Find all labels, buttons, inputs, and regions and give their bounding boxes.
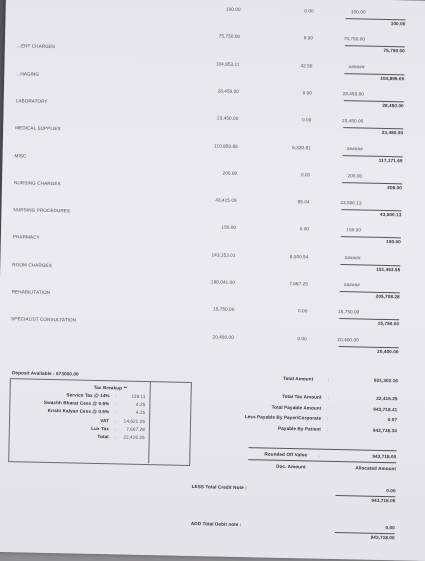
charge-total: 117,171.69 bbox=[378, 157, 403, 163]
charge-discount: 0.00 bbox=[297, 308, 308, 314]
debit-net-value: 943,718.00 bbox=[370, 534, 395, 541]
charge-amount: 150.00 bbox=[221, 224, 237, 231]
charge-net: 205.00 bbox=[347, 172, 363, 179]
charge-amount: 198,041.00 bbox=[210, 279, 236, 285]
charge-label: ...HAGING bbox=[16, 70, 40, 77]
charge-label: REHABILITATION bbox=[11, 289, 51, 295]
charge-label: PHARMACY bbox=[12, 234, 40, 241]
charge-net: 15,750.00 bbox=[337, 309, 360, 315]
charge-label: SPECIALIST CONSULTATION bbox=[11, 316, 77, 323]
tax-breakup-title: Tax Breakup ** bbox=[93, 384, 128, 391]
charge-label: MISC bbox=[14, 152, 27, 158]
tax-row-value: 4.25 bbox=[135, 410, 146, 416]
rounded-off-label: Rounded Off Value bbox=[264, 451, 308, 458]
allocated-amount-label: Allocated Amount bbox=[355, 465, 397, 472]
deposit-available: Deposit Available : 673000.00 bbox=[11, 370, 79, 377]
summary-value: 943,718.34 bbox=[372, 427, 397, 433]
charge-total: 43,500.13 bbox=[380, 211, 402, 218]
charge-net: 150.00 bbox=[346, 227, 362, 233]
charge-label: NURSING PROCEDURES bbox=[13, 207, 71, 214]
charge-net: ###### bbox=[344, 254, 361, 261]
summary-label: Payable By Patient bbox=[277, 425, 321, 432]
rounded-off-value: 943,718.00 bbox=[372, 453, 397, 460]
charge-discount: 7,667.28 bbox=[289, 280, 309, 287]
tax-row-value: 14,621.25 bbox=[123, 418, 146, 424]
charge-discount: 0.00 bbox=[304, 8, 314, 14]
tax-breakup-rows: Service Tax @ 14% : 119.11 Swachh Bharat Cess @ 0.5% : 4.25 Krishi Kalyan Cess @ 0.5% : 4.25 VAT : 14,621.25 Lux Tax : 7,667.28 Total : 22,416.25 bbox=[6, 0, 425, 1]
charge-total: 104,895.69 bbox=[380, 75, 405, 81]
debit-note-label: ADD Total Debit note : bbox=[190, 520, 242, 528]
credit-net-value: 943,718.00 bbox=[371, 497, 396, 504]
tax-row-label: Swachh Bharat Cess @ 0.5% bbox=[43, 400, 110, 407]
charge-total: 20,400.00 bbox=[377, 348, 399, 354]
charge-amount: 23,450.00 bbox=[217, 115, 239, 122]
charge-total: 150.00 bbox=[386, 239, 401, 245]
debit-note-value: 0.00 bbox=[385, 525, 395, 531]
doc-amount-label: Doc. Amount bbox=[276, 463, 306, 470]
charge-amount: 15,750.00 bbox=[213, 306, 235, 313]
charge-net: ###### bbox=[348, 63, 365, 70]
charge-amount: 205.00 bbox=[222, 170, 238, 176]
summary-label: Less Payable By Payer/Corporate bbox=[244, 414, 322, 421]
charge-label: NURSING CHARGES bbox=[13, 180, 61, 186]
charge-net: 100.00 bbox=[350, 9, 366, 15]
summary-value: 22,416.25 bbox=[376, 395, 398, 402]
charge-discount: 0.00 bbox=[302, 90, 313, 96]
charge-amount: 143,153.01 bbox=[211, 252, 236, 258]
total-amount-label: Total Amount bbox=[282, 375, 314, 382]
charge-net: 23,450.00 bbox=[341, 118, 364, 124]
charge-amount: 104,853.11 bbox=[215, 61, 240, 67]
charge-label: ...ENT CHARGES bbox=[16, 43, 56, 50]
summary-value: 0.07 bbox=[387, 417, 398, 423]
charge-discount: 0.00 bbox=[303, 35, 314, 41]
tax-row-label: Service Tax @ 14% bbox=[66, 392, 110, 399]
charge-net: ###### bbox=[343, 282, 360, 288]
charge-total: 205.00 bbox=[387, 184, 403, 191]
tax-row-value: 7,667.28 bbox=[126, 426, 145, 432]
charge-label: MEDICAL SUPPLIES bbox=[15, 125, 61, 132]
credit-note-label: LESS Total Credit Note : bbox=[191, 483, 247, 491]
tax-row-value: 119.11 bbox=[131, 393, 146, 400]
charge-net: 75,750.00 bbox=[343, 36, 366, 42]
charge-label: ROOM CHARGES bbox=[12, 261, 52, 268]
summary-label: Total Payable Amount bbox=[271, 404, 322, 411]
charge-net: ###### bbox=[346, 145, 363, 152]
charge-total: 28,450.00 bbox=[382, 102, 404, 109]
charge-amount: 110,850.88 bbox=[214, 142, 238, 149]
charge-discount: 0.00 bbox=[299, 226, 310, 232]
charge-total: 15,750.00 bbox=[377, 321, 400, 327]
charge-net: 43,500.13 bbox=[340, 200, 362, 206]
charge-discount: 42.58 bbox=[300, 62, 313, 69]
credit-note-value: 0.00 bbox=[386, 488, 396, 494]
summary-value: 943,718.41 bbox=[373, 406, 398, 412]
charge-amount: 43,415.09 bbox=[215, 197, 237, 203]
charge-total: 100.00 bbox=[390, 21, 406, 27]
tax-row-value: 22,416.25 bbox=[123, 434, 145, 441]
charge-discount: 6,320.81 bbox=[292, 144, 311, 150]
charge-total: 205,708.28 bbox=[375, 293, 400, 300]
tax-row-label: Total bbox=[97, 434, 109, 440]
tax-row-label: Krishi Kalyan Cess @ 0.5% bbox=[47, 408, 110, 415]
charge-discount: 85.04 bbox=[297, 199, 310, 205]
payable-summary: Total Tax Amount : 22,416.25 Total Payable Amount : 943,718.41 Less Payable By Payer/Corporate : 0.07 Payable By Patient : 943,718.34 bbox=[6, 0, 425, 1]
invoice-page: 100.00 0.00 100.00 100.00 ...ENT CHARGES 75,750.00 0.00 75,750.00 75,750.00 ...HAGING 104,853.11 42.58 ###### 104,895.69 LABORATORY 28,450.00 0.00 28,450.00 28,450.00 MEDICAL SUPPLIES 23,450.00 0.00 23,450.00 23,450.00 MISC 110,850.88 6,320.81 ###### 117,171.69 NURSING CHARGES 205.00 0.00 205.00 205.00 NURSING PROCEDURES 43,415.09 85.04 43,500.13 43,500.13 PHARMACY 150.00 0.00 150.00 150.00 ROOM CHARGES 143,153.01 8,300.54 ###### 151,453.55 REHABILITATION 198,041.00 7,667.28 ###### 205,708.28 SPECIALIST CONSULTATION 15,750.00 0.00 15,750.00 15,750.00 20,400.00 0.00 20,400.00 20,400.00 Deposit Available : 673000.00 Total Amount : 921,302.16 Tax Breakup ** Service Tax @ 14% : 119.11 Swachh Bharat Cess @ 0.5% : 4.25 Krishi Kalyan Cess @ 0.5% : 4.25 VAT : 14,621.25 Lux Tax : 7,667.28 Total : 22,416.25 Total Tax Amount : 22,416.25 Total Payable Amount : 943,718.41 Less Payable By Payer/Corporate : 0.07 Payable By Patient : 943,718.34 Rounded Off Value : 943,718.00 Doc. Amount Allocated Amount LESS Total Credit Note : 0.00 943,718.00 ADD Total Debit note : 0.00 943,718.00 bbox=[0, 0, 425, 561]
charge-amount: 75,750.00 bbox=[218, 33, 241, 40]
tax-row-label: VAT bbox=[100, 417, 110, 423]
total-amount-value: 921,302.16 bbox=[373, 377, 398, 384]
charge-net: 28,450.00 bbox=[342, 90, 364, 97]
charge-discount: 0.00 bbox=[301, 117, 312, 123]
charge-discount: 8,300.54 bbox=[289, 253, 309, 260]
charge-label: LABORATORY bbox=[15, 98, 48, 104]
tax-row-value: 4.25 bbox=[135, 402, 146, 408]
charge-amount: 100.00 bbox=[225, 6, 241, 12]
rounded-rule-2 bbox=[248, 459, 396, 463]
summary-label: Total Tax Amount bbox=[281, 393, 322, 400]
charge-discount: 0.00 bbox=[297, 335, 307, 341]
charge-total: 151,453.55 bbox=[376, 266, 401, 273]
charge-discount: 0.00 bbox=[300, 172, 311, 178]
charge-total: 23,450.00 bbox=[381, 130, 404, 136]
charge-amount: 28,450.00 bbox=[217, 88, 240, 94]
charge-amount: 20,400.00 bbox=[212, 333, 234, 340]
tax-row-label: Lux Tax bbox=[91, 425, 109, 432]
charge-total: 75,750.00 bbox=[383, 48, 405, 54]
charge-net: 20,400.00 bbox=[337, 336, 359, 343]
